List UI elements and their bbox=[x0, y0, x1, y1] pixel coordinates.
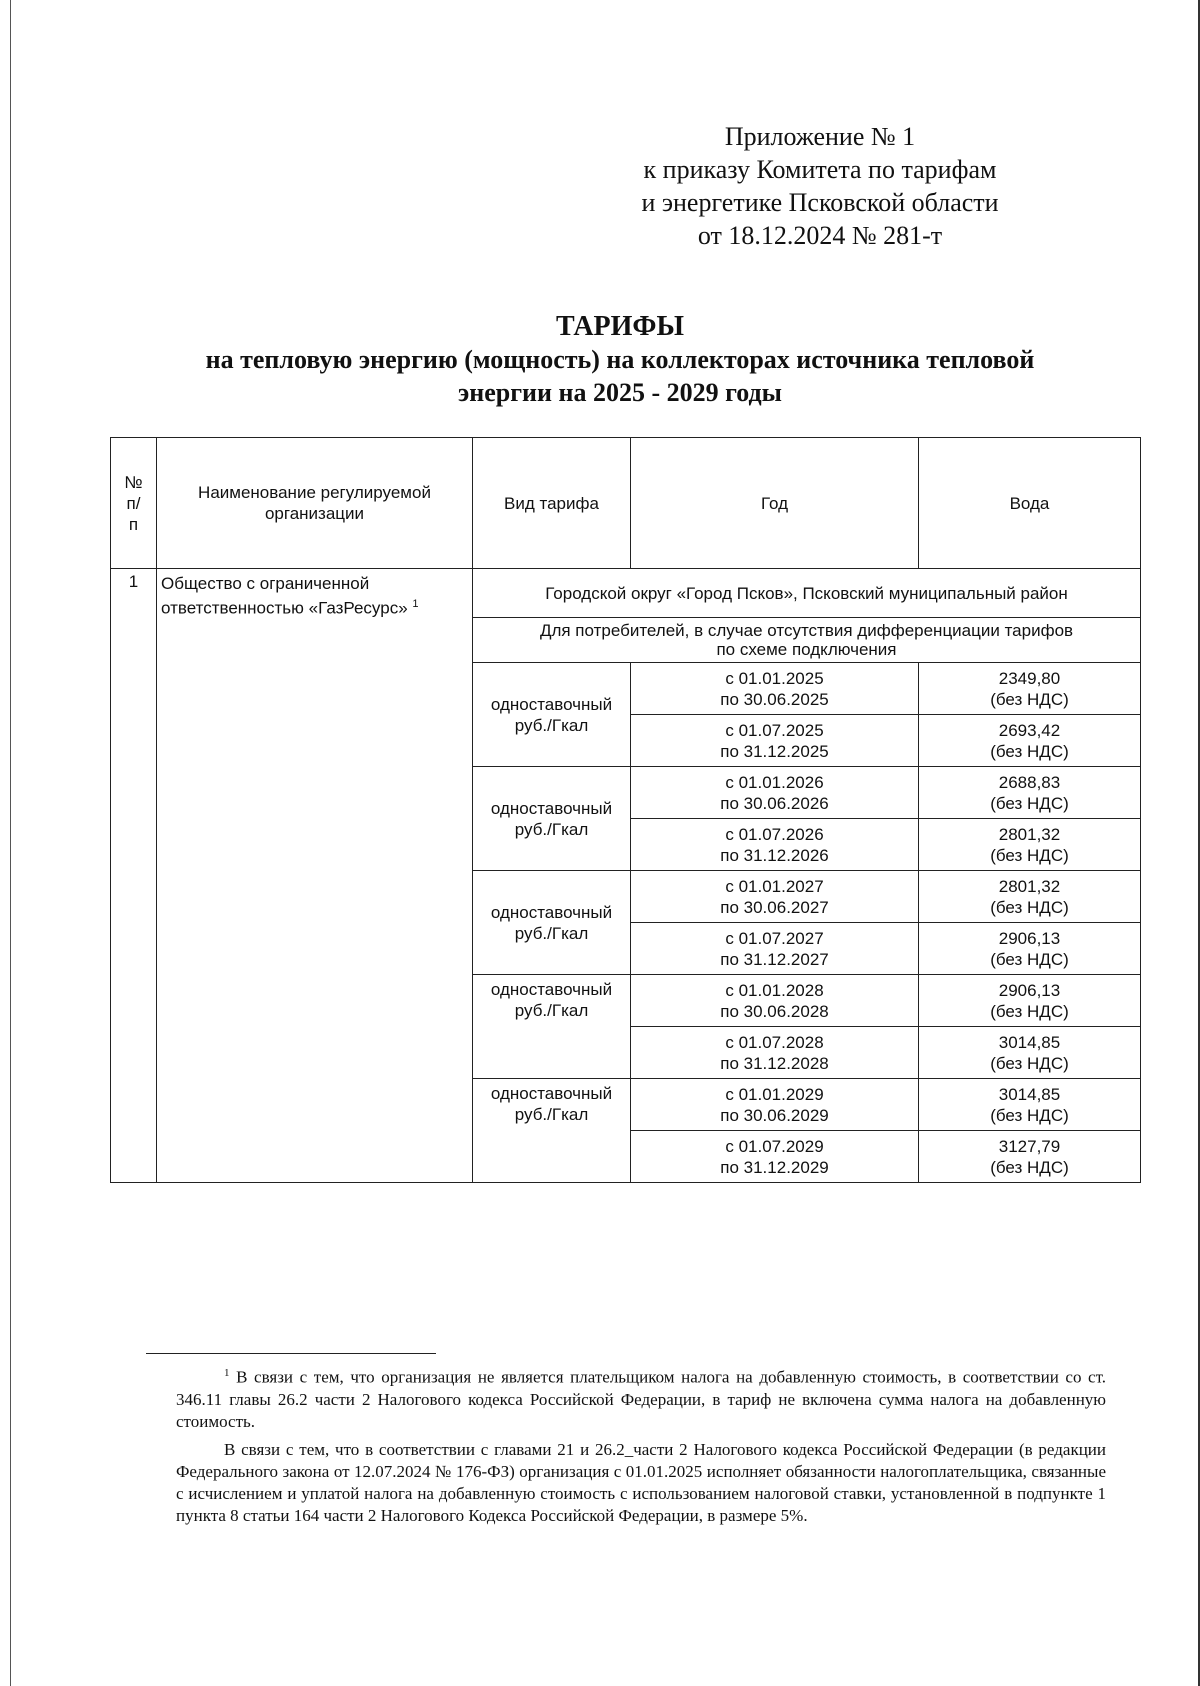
title-sub-line-1: на тепловую энергию (мощность) на коллекторах источника тепловой bbox=[205, 345, 1035, 374]
annex-line-4: от 18.12.2024 № 281-т bbox=[697, 221, 943, 250]
title-main: ТАРИФЫ bbox=[556, 311, 684, 342]
period-cell: с 01.07.2029 по 31.12.2029 bbox=[631, 1131, 919, 1183]
tariff-type-cell: одноставочный руб./Гкал bbox=[473, 975, 631, 1079]
footnote-mark: 1 bbox=[224, 1367, 230, 1379]
period-cell: с 01.01.2026 по 30.06.2026 bbox=[631, 767, 919, 819]
footnote-1-text: В связи с тем, что организация не является плательщиком налога на добавленную стоимость, в соответствии со ст. 346.11 главы 26.2 части 2 Налогового кодекса Российской Федерации, в тариф не включена сумма налога на добавленную стоимость. bbox=[176, 1367, 1106, 1431]
organization-name bbox=[157, 569, 473, 1183]
value-cell: 2693,42 (без НДС) bbox=[919, 715, 1141, 767]
row-number: 1 bbox=[111, 569, 157, 1183]
period-cell: с 01.07.2025 по 31.12.2025 bbox=[631, 715, 919, 767]
value-cell: 2906,13 (без НДС) bbox=[919, 975, 1141, 1027]
annex-line-1: Приложение № 1 bbox=[724, 122, 916, 151]
period-cell: с 01.07.2026 по 31.12.2026 bbox=[631, 819, 919, 871]
tariff-type-cell: одноставочный руб./Гкал bbox=[473, 767, 631, 871]
value-cell: 3014,85 (без НДС) bbox=[919, 1027, 1141, 1079]
annex-header bbox=[560, 120, 1080, 252]
condition-cell: Для потребителей, в случае отсутствия дифференциации тарифов по схеме подключения bbox=[473, 618, 1141, 663]
footnote-2: В связи с тем, что в соответствии с главами 21 и 26.2_части 2 Налогового кодекса Российской Федерации (в редакции Федерального закона от 12.07.2024 № 176-ФЗ) организация с 01.01.2025 исполняет обязанности налогоплательщика, связанные с исчислением и уплатой налога на добавленную стоимость с использованием налоговой ставки, установленной в подпункте 1 пункта 8 статьи 164 части 2 Налогового Кодекса Российской Федерации, в размере 5%. bbox=[176, 1439, 1106, 1525]
header-year: Год bbox=[631, 438, 919, 569]
value-cell: 2801,32 (без НДС) bbox=[919, 871, 1141, 923]
footnote-divider bbox=[146, 1353, 436, 1354]
organization-name-text: Общество с ограниченной ответственностью «ГазРесурс» bbox=[161, 574, 408, 618]
period-cell: с 01.07.2028 по 31.12.2028 bbox=[631, 1027, 919, 1079]
value-cell: 2801,32 (без НДС) bbox=[919, 819, 1141, 871]
region-cell: Городской округ «Город Псков», Псковский муниципальный район bbox=[473, 569, 1141, 618]
annex-line-2: к приказу Комитета по тарифам bbox=[643, 155, 997, 184]
value-cell: 3127,79 (без НДС) bbox=[919, 1131, 1141, 1183]
header-water: Вода bbox=[919, 438, 1141, 569]
annex-line-3: и энергетике Псковской области bbox=[641, 188, 999, 217]
value-cell: 2349,80 (без НДС) bbox=[919, 663, 1141, 715]
footnotes bbox=[176, 1362, 1106, 1533]
tariff-type-cell: одноставочный руб./Гкал bbox=[473, 871, 631, 975]
tariff-table bbox=[110, 437, 1141, 1183]
period-cell: с 01.07.2027 по 31.12.2027 bbox=[631, 923, 919, 975]
table-header-row bbox=[111, 438, 1141, 569]
header-organization: Наименование регулируемой организации bbox=[157, 438, 473, 569]
tariff-type-cell: одноставочный руб./Гкал bbox=[473, 1079, 631, 1183]
footnote-ref: 1 bbox=[412, 598, 419, 610]
document-title bbox=[100, 310, 1140, 409]
period-cell: с 01.01.2028 по 30.06.2028 bbox=[631, 975, 919, 1027]
value-cell: 2688,83 (без НДС) bbox=[919, 767, 1141, 819]
value-cell: 3014,85 (без НДС) bbox=[919, 1079, 1141, 1131]
value-cell: 2906,13 (без НДС) bbox=[919, 923, 1141, 975]
footnote-1 bbox=[176, 1362, 1106, 1433]
header-num: № п/ п bbox=[111, 438, 157, 569]
period-cell: с 01.01.2025 по 30.06.2025 bbox=[631, 663, 919, 715]
page-edge-left bbox=[10, 0, 11, 1686]
table-row bbox=[111, 569, 1141, 618]
header-tariff-type: Вид тарифа bbox=[473, 438, 631, 569]
period-cell: с 01.01.2027 по 30.06.2027 bbox=[631, 871, 919, 923]
tariff-type-cell: одноставочный руб./Гкал bbox=[473, 663, 631, 767]
title-sub-line-2: энергии на 2025 - 2029 годы bbox=[458, 378, 782, 407]
period-cell: с 01.01.2029 по 30.06.2029 bbox=[631, 1079, 919, 1131]
